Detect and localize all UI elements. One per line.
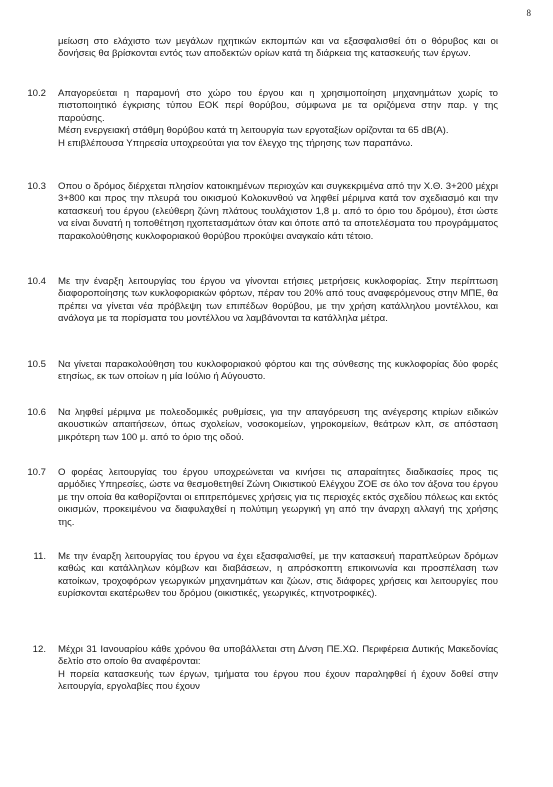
- page-number: 8: [526, 8, 531, 18]
- paragraph-text: Να γίνεται παρακολούθηση του κυκλοφοριακού φόρτου και της σύνθεσης της κυκλοφορίας δύο φορές ετησίως, εκ των οποίων η μία Ιούλιο ή Αύγουστο.: [58, 359, 498, 383]
- list-item: [27, 276, 498, 326]
- paragraph: [58, 88, 498, 150]
- item-number: 10.4: [27, 276, 46, 287]
- paragraph-text: Μέση ενεργειακή στάθμη θορύβου κατά τη λειτουργία των εργοταξίων ορίζονται τα 65 dB(A).: [58, 125, 449, 137]
- paragraph-text: Με την έναρξη λειτουργίας του έργου να έχει εξασφαλισθεί, με την κατασκευή παραπλεύρων δρόμων καθώς και κατάλληλων κόμβων και διαβάσεων, η απρόσκοπτη επικοινωνία και προσπέλαση των κατοίκων, τροχοφόρων γεωργικών μηχανημάτων και ζώων, στις διάφορες χρήσεις και λειτουργίες που ευρίσκονται εκατέρωθεν του δρόμου (οικιστικές, γεωργικές, κτηνοτροφικές).: [58, 551, 498, 600]
- list-item: [27, 359, 498, 384]
- paragraph-text: Να ληφθεί μέριμνα με πολεοδομικές ρυθμίσεις, για την απαγόρευση της ανέγερσης κτιρίων ειδικών ακουστικών απαιτήσεων, όπως σχολείων, νοσοκομείων, γηροκομείων, θεάτρων κλπ, σε απόσταση μικρότερη των 100 μ. από το όριο της οδού.: [58, 407, 498, 443]
- item-number: 10.3: [27, 181, 46, 192]
- paragraph: [58, 644, 498, 694]
- paragraph: [58, 181, 498, 243]
- paragraph: [58, 36, 498, 61]
- list-item: [27, 467, 498, 529]
- list-item: [58, 36, 498, 61]
- list-item: [32, 644, 498, 694]
- paragraph-text: Με την έναρξη λειτουργίας του έργου να γίνονται ετήσιες μετρήσεις κυκλοφορίας. Στην περίπτωση διαφοροποίησης των κυκλοφοριακών φόρτων, πέραν του 20% από τους αναφερόμενους στην ΜΠΕ, θα πρέπει να γίνεται νέα πρόβλεψη των επιπέδων θορύβου, με την χρήση κατάλληλου μοντέλλου, και ανάλογα με τα πορίσματα του μοντέλλου να λαμβάνονται τα κατάλληλα μέτρα.: [58, 276, 498, 325]
- item-number: 10.6: [27, 407, 46, 418]
- paragraph: [58, 276, 498, 326]
- item-number: 12.: [32, 644, 46, 655]
- item-number: 10.5: [27, 359, 46, 370]
- paragraph-text: Μέχρι 31 Ιανουαρίου κάθε χρόνου θα υποβάλλεται στη Δ/νση ΠΕ.ΧΩ. Περιφέρεια Δυτικής Μακεδονίας δελτίο στο οποίο θα αναφέρονται:: [58, 644, 498, 668]
- paragraph: [58, 359, 498, 384]
- list-item: [27, 407, 498, 444]
- item-number: 11.: [33, 551, 46, 562]
- list-item: [27, 181, 498, 243]
- paragraph: [58, 467, 498, 529]
- list-item: [33, 551, 498, 601]
- paragraph-text: μείωση στο ελάχιστο των μεγάλων ηχητικών εκπομπών και να εξασφαλισθεί ότι ο θόρυβος και οι δονήσεις θα βρίσκονται εντός των αποδεκτών ορίων κατά τη διάρκεια της κατασκευής των έργων.: [58, 36, 498, 60]
- paragraph: [58, 551, 498, 601]
- paragraph-text: Απαγορεύεται η παραμονή στο χώρο του έργου και η χρησιμοποίηση μηχανημάτων χωρίς το πιστοποιητικό έγκρισης τύπου ΕΟΚ περί θορύβου, σύμφωνα με τα οριζόμενα στην παρ. γ της παρούσης.: [58, 88, 498, 124]
- paragraph-text: Η πορεία κατασκευής των έργων, τμήματα του έργου που έχουν παραληφθεί ή έχουν δοθεί στην λειτουργία, εργολαβίες που έχουν: [58, 668, 498, 693]
- paragraph-text: Οπου ο δρόμος διέρχεται πλησίον κατοικημένων περιοχών και συγκεκριμένα από την Χ.Θ. 3+200 μέχρι 3+800 και προς την πλευρά του οικισμού Κολοκυνθού να ληφθεί μέριμνα κατά τον σχεδιασμό και την κατασκευή του έργου (ελεύθερη ζώνη πλάτους τουλάχιστον 1,8 μ. από το όριο του δρόμου), έτσι ώστε να είναι δυνατή η τοποθέτηση ηχοπετασμάτων όταν και όποτε από τα αποτελέσματα του προγράμματος παρακολούθησης κυκλοφοριακού θορύβου προκύψει αναγκαίο κάτι τέτοιο.: [58, 181, 498, 242]
- list-item: [27, 88, 498, 150]
- paragraph-text: Η επιβλέπουσα Υπηρεσία υποχρεούται για τον έλεγχο της τήρησης των παραπάνω.: [58, 137, 413, 149]
- item-number: 10.2: [27, 88, 46, 99]
- paragraph: [58, 407, 498, 444]
- item-number: 10.7: [27, 467, 46, 478]
- paragraph-text: Ο φορέας λειτουργίας του έργου υποχρεώνεται να κινήσει τις απαραίτητες διαδικασίες προς τις αρμόδιες Υπηρεσίες, ώστε να θεσμοθετηθεί Ζώνη Οικιστικού Ελέγχου ΖΟΕ σε όλο τον άξονα του έργου με την οποία θα καθορίζονται οι επιτρεπόμενες χρήσεις για τις περιοχές εκτός σχεδίου πόλεως και εκτός οικισμών, προκειμένου να διαφυλαχθεί η πολύτιμη γεωργική γη από την άναρχη αλλαγή της χρήσης της.: [58, 467, 498, 528]
